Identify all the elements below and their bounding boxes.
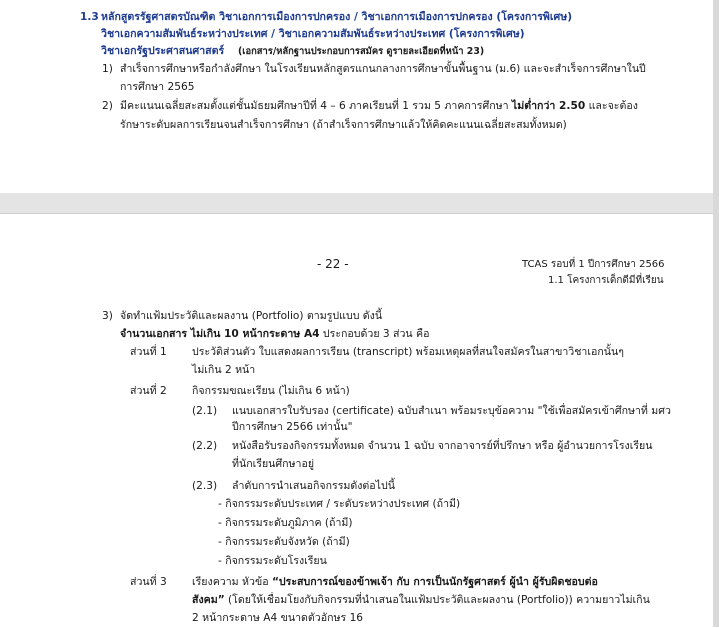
- header-round: TCAS รอบที่ 1 ปีการศึกษา 2566: [522, 259, 665, 270]
- document-page-bottom: [0, 213, 719, 628]
- item1-number: 1): [102, 63, 113, 75]
- sub21-number: (2.1): [192, 405, 218, 417]
- part3-line3: 2 หน้ากระดาษ A4 ขนาดตัวอักษร 16: [192, 612, 364, 624]
- essay-prefix: เรียงความ หัวข้อ: [192, 576, 272, 588]
- item3-number: 3): [102, 310, 113, 322]
- program-heading-line1: หลักสูตรรัฐศาสตรบัณฑิต วิชาเอกการเมืองการปกครอง / วิชาเอกการเมืองการปกครอง (โครงการพิเศษ): [101, 11, 573, 23]
- sub22-number: (2.2): [192, 440, 218, 452]
- document-page-top: [0, 0, 719, 194]
- sub21-line1: แนบเอกสารใบรับรอง (certificate) ฉบับสำเนา พร้อมระบุข้อความ "ใช้เพื่อสมัครเข้าศึกษาที่ มศว: [232, 405, 671, 417]
- sub21-line2: ปีการศึกษา 2566 เท่านั้น": [232, 421, 353, 433]
- item2-text-a: มีคะแนนเฉลี่ยสะสมตั้งแต่ชั้นมัธยมศึกษาปีที่ 4 – 6 ภาคเรียนที่ 1 รวม 5 ภาคการศึกษา: [120, 100, 512, 112]
- item3-title: จัดทำแฟ้มประวัติและผลงาน (Portfolio) ตามรูปแบบ ดังนี้: [120, 310, 383, 322]
- section-number: 1.3: [80, 11, 99, 23]
- documents-note: (เอกสาร/หลักฐานประกอบการสมัคร ดูรายละเอียดที่หน้า 23): [238, 46, 485, 57]
- program-heading-line2: วิชาเอกความสัมพันธ์ระหว่างประเทศ / วิชาเอกความสัมพันธ์ระหว่างประเทศ (โครงการพิเศษ): [101, 28, 525, 40]
- item1-line1: สำเร็จการศึกษาหรือกำลังศึกษา ในโรงเรียนหลักสูตรแกนกลางการศึกษาขั้นพื้นฐาน (ม.6) และจะสำเร็จการศึกษาในปี: [120, 63, 646, 75]
- item2-number: 2): [102, 100, 113, 112]
- part3-label: ส่วนที่ 3: [130, 576, 167, 588]
- activity-list-item: - กิจกรรมระดับจังหวัด (ถ้ามี): [218, 536, 350, 548]
- part2-label: ส่วนที่ 2: [130, 385, 167, 397]
- document-count: [120, 327, 430, 341]
- activity-list-item: - กิจกรรมระดับประเทศ / ระดับระหว่างประเทศ (ถ้ามี): [218, 498, 461, 510]
- item2-line1: [120, 99, 638, 113]
- activity-list-item: - กิจกรรมระดับโรงเรียน: [218, 555, 327, 567]
- essay-description: (โดยให้เชื่อมโยงกับกิจกรรมที่นำเสนอในแฟ้มประวัติและผลงาน (Portfolio)) ความยาวไม่เกิน: [224, 594, 650, 606]
- part1-line1: ประวัติส่วนตัว ใบแสดงผลการเรียน (transcript) พร้อมเหตุผลที่สนใจสมัครในสาขาวิชาเอกนั้นๆ: [192, 346, 624, 358]
- viewer-scrollbar-edge[interactable]: [713, 0, 719, 627]
- program-heading-line3: วิชาเอกรัฐประศาสนศาสตร์: [101, 45, 225, 57]
- sub23-number: (2.3): [192, 480, 218, 492]
- sub22-line2: ที่นักเรียนศึกษาอยู่: [232, 458, 315, 470]
- sub22-line1: หนังสือรับรองกิจกรรมทั้งหมด จำนวน 1 ฉบับ จากอาจารย์ที่ปรึกษา หรือ ผู้อำนวยการโรงเรียน: [232, 440, 653, 452]
- page-number: - 22 -: [317, 257, 349, 271]
- essay-topic-end: สังคม”: [192, 594, 225, 606]
- page-gap: [0, 193, 719, 213]
- header-project: 1.1 โครงการเด็กดีมีที่เรียน: [548, 275, 664, 286]
- essay-topic: “ประสบการณ์ของข้าพเจ้า กับ การเป็นนักรัฐศาสตร์ ผู้นำ ผู้รับผิดชอบต่อ: [271, 576, 598, 588]
- item2-text-c: และจะต้อง: [585, 100, 638, 112]
- item1-line2: การศึกษา 2565: [120, 81, 195, 93]
- part1-label: ส่วนที่ 1: [130, 346, 167, 358]
- part3-line2: [192, 593, 650, 607]
- part3-line1: [192, 575, 598, 589]
- document-count-parts: ประกอบด้วย 3 ส่วน คือ: [319, 328, 430, 340]
- activity-list-item: - กิจกรรมระดับภูมิภาค (ถ้ามี): [218, 517, 353, 529]
- sub23-title: ลำดับการนำเสนอกิจกรรมดังต่อไปนี้: [232, 480, 395, 492]
- part2-title: กิจกรรมขณะเรียน (ไม่เกิน 6 หน้า): [192, 385, 350, 397]
- gpa-requirement: ไม่ต่ำกว่า 2.50: [511, 100, 586, 112]
- document-count-limit: จำนวนเอกสาร ไม่เกิน 10 หน้ากระดาษ A4: [120, 328, 320, 340]
- item2-line2: รักษาระดับผลการเรียนจนสำเร็จการศึกษา (ถ้าสำเร็จการศึกษาแล้วให้คิดคะแนนเฉลี่ยสะสมทั้งหมด): [120, 119, 567, 131]
- part1-line2: ไม่เกิน 2 หน้า: [192, 364, 256, 376]
